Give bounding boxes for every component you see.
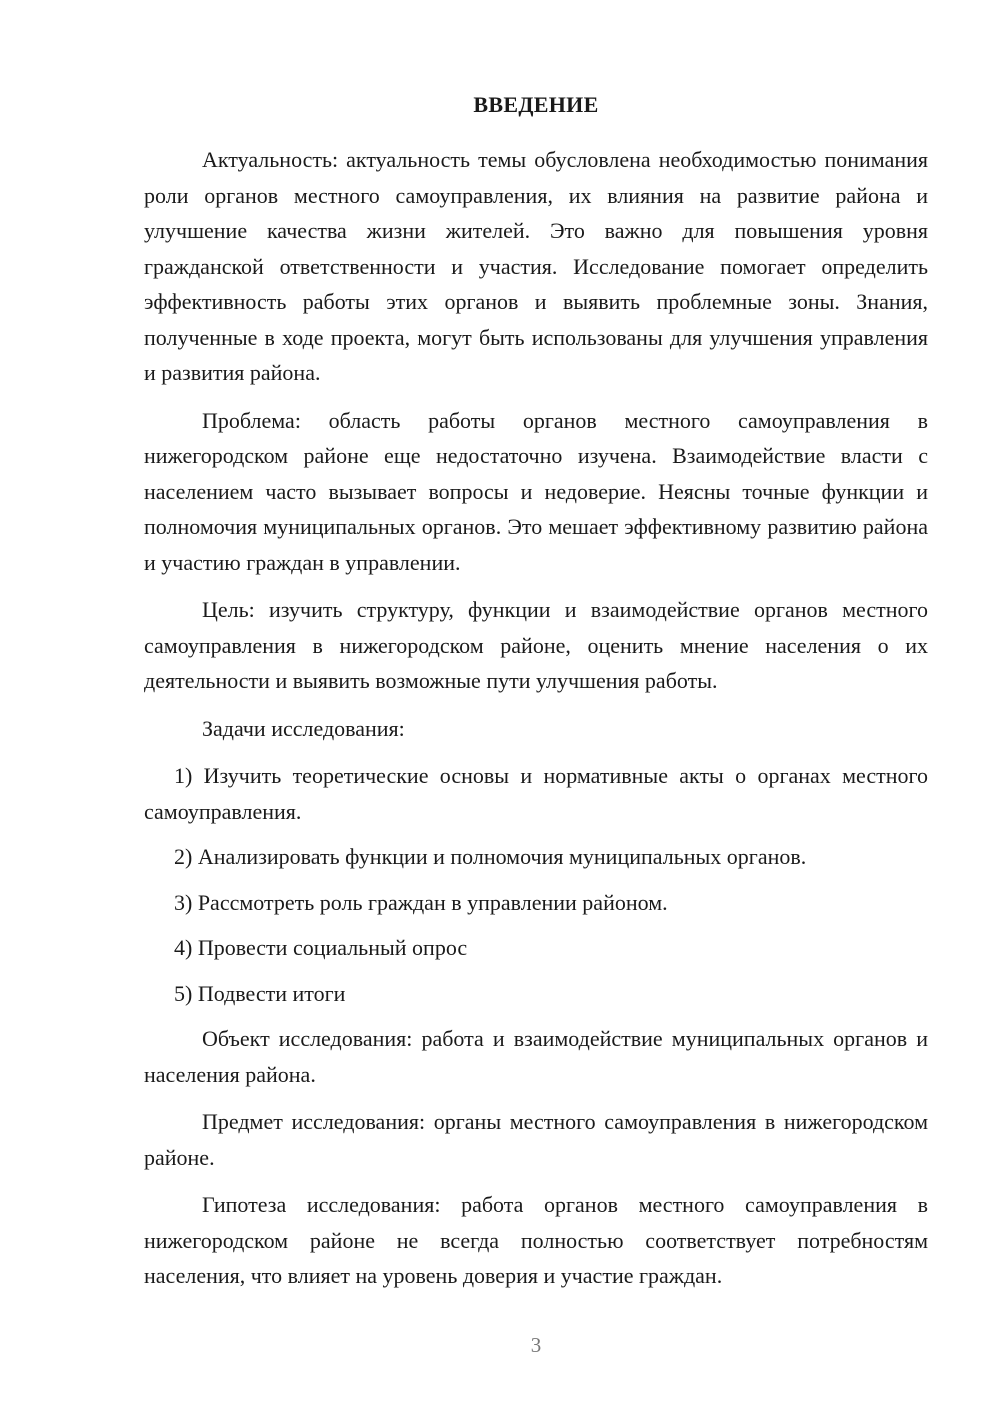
page-content xyxy=(144,92,928,1306)
task-item-2: 2) Анализировать функции и полномочия муниципальных органов. xyxy=(174,844,807,869)
section-heading: ВВЕДЕНИЕ xyxy=(473,92,599,117)
tasks-list xyxy=(144,758,928,1011)
object-paragraph: Объект исследования: работа и взаимодействие муниципальных органов и населения района. xyxy=(144,1026,928,1087)
page-number: 3 xyxy=(530,1333,542,1357)
task-item-4: 4) Провести социальный опрос xyxy=(174,935,468,960)
tasks-title: Задачи исследования: xyxy=(202,715,405,741)
problem-paragraph: Проблема: область работы органов местного самоуправления в нижегородском районе еще недостаточно изучена. Взаимодействие власти с населением часто вызывает вопросы и недоверие. Неясны точные функции и полномочия муниципальных органов. Это мешает эффективному развитию района и участию граждан в управлении. xyxy=(144,407,928,575)
goal-paragraph: Цель: изучить структуру, функции и взаимодействие органов местного самоуправления в нижегородском районе, оценить мнение населения о их деятельности и выявить возможные пути улучшения работы. xyxy=(144,597,928,693)
task-item-5: 5) Подвести итоги xyxy=(174,980,346,1006)
hypothesis-paragraph: Гипотеза исследования: работа органов местного самоуправления в нижегородском районе не всегда полностью соответствует потребностям населения, что влияет на уровень доверия и участие граждан. xyxy=(144,1192,928,1288)
task-item-3: 3) Рассмотреть роль граждан в управлении районом. xyxy=(174,889,668,915)
subject-paragraph: Предмет исследования: органы местного самоуправления в нижегородском районе. xyxy=(144,1109,928,1170)
task-item-1: 1) Изучить теоретические основы и нормативные акты о органах местного самоуправления. xyxy=(144,763,928,824)
relevance-paragraph: Актуальность: актуальность темы обусловлена необходимостью понимания роли органов местного самоуправления, их влияния на развитие района и улучшение качества жизни жителей. Это важно для повышения уровня гражданской ответственности и участия. Исследование помогает определить эффективность работы этих органов и выявить проблемные зоны. Знания, полученные в ходе проекта, могут быть использованы для улучшения управления и развития района. xyxy=(144,147,928,385)
